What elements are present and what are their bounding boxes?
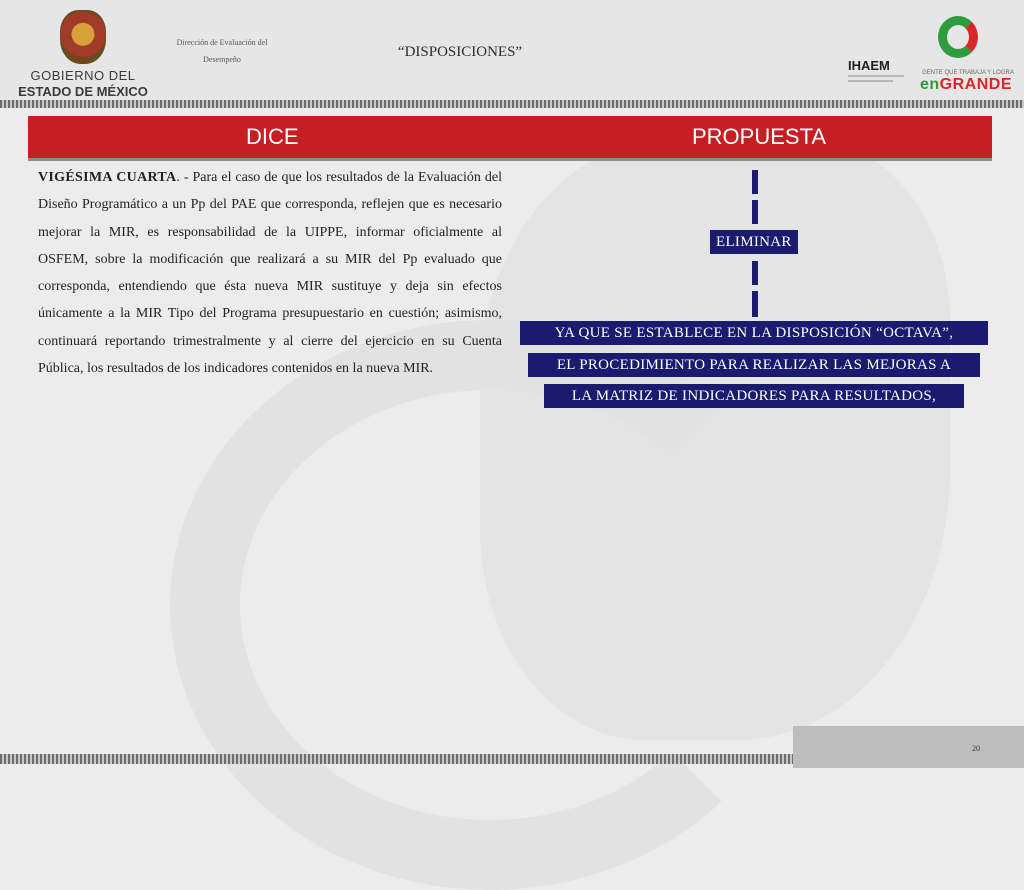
connector-bar: [752, 261, 758, 285]
page-header: [0, 0, 1024, 100]
engrande-en: en: [920, 76, 940, 93]
department-line1: Dirección de Evaluación del: [176, 38, 268, 47]
connector-bar: [752, 291, 758, 317]
propuesta-line2: EL PROCEDIMIENTO PARA REALIZAR LAS MEJORAS A: [528, 353, 980, 377]
column-header-dice: DICE: [246, 124, 299, 149]
page-number: 20: [972, 744, 980, 753]
government-name-line2: ESTADO DE MÉXICO: [18, 84, 148, 99]
engrande-tagline: GENTE QUE TRABAJA Y LOGRA: [922, 70, 1014, 76]
g-logo-icon: [938, 16, 978, 58]
engrande-wordmark: [920, 76, 1012, 94]
column-header-propuesta: PROPUESTA: [692, 124, 827, 149]
ihaem-subline-2: [848, 80, 893, 82]
propuesta-line3: LA MATRIZ DE INDICADORES PARA RESULTADOS,: [544, 384, 964, 408]
table-header-bar: [28, 116, 992, 158]
coat-of-arms-icon: [60, 10, 106, 64]
government-name-line1: GOBIERNO DEL: [30, 68, 136, 83]
dice-lead: VIGÉSIMA CUARTA: [38, 170, 177, 185]
ihaem-wordmark: IHAEM: [848, 58, 890, 73]
header-divider: [0, 100, 1024, 108]
footer-box: [793, 726, 1024, 768]
ihaem-logo: [848, 58, 904, 88]
connector-bar: [752, 200, 758, 224]
department-line2: Desempeño: [203, 55, 241, 64]
dice-body: . - Para el caso de que los resultados de la Evaluación del Diseño Programático a un Pp del PAE que corresponda, reflejen que es necesario mejorar la MIR, es responsabilidad de la UIPPE, informar oficialmente al OSFEM, sobre la modificación que realizará a su MIR del Pp evaluado que corresponda, entendiendo que ésta nueva MIR sustituye y deja sin efectos únicamente a la MIR Tipo del Programa presupuestario en cuestión; asimismo, continuará reportando trimestralmente y al cierre del ejercicio en su Cuenta Pública, los resultados de los indicadores contenidos en la nueva MIR.: [38, 170, 502, 377]
connector-bar: [752, 170, 758, 194]
engrande-logo: [918, 16, 1018, 96]
propuesta-eliminar: ELIMINAR: [710, 230, 798, 254]
engrande-grande: GRANDE: [939, 76, 1013, 93]
page-title: “DISPOSICIONES”: [397, 44, 523, 60]
dice-paragraph: [38, 164, 502, 382]
ihaem-subline: [848, 75, 904, 77]
department-name: [160, 34, 284, 68]
government-logo: [8, 6, 158, 99]
propuesta-line1: YA QUE SE ESTABLECE EN LA DISPOSICIÓN “OCTAVA”,: [520, 321, 988, 345]
